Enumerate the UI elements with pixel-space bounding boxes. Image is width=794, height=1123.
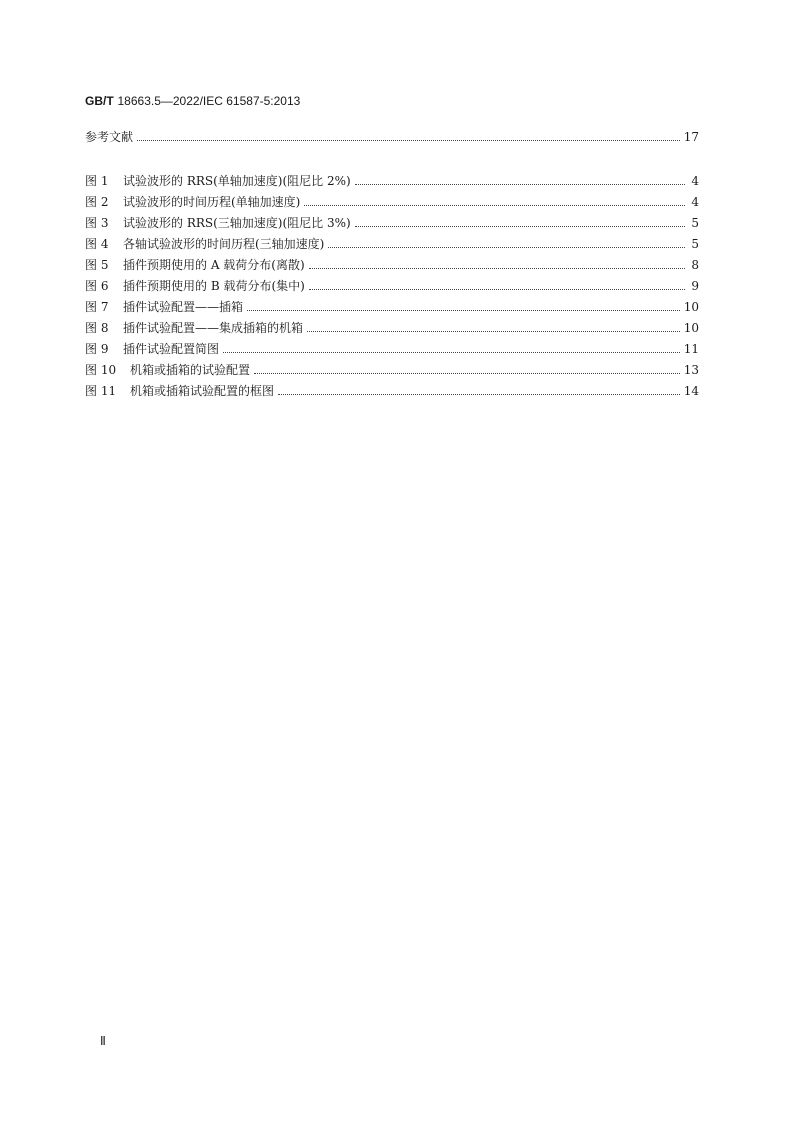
figure-page: 5 bbox=[691, 237, 699, 251]
toc-entry-figure[interactable] bbox=[85, 299, 699, 315]
figure-number: 图 11 bbox=[85, 384, 117, 398]
toc-entry-figure[interactable] bbox=[85, 383, 699, 399]
figure-title: 插件试验配置——插箱 bbox=[123, 300, 244, 314]
figure-page: 10 bbox=[683, 321, 699, 335]
dot-leader bbox=[355, 226, 685, 227]
toc-entry-figure[interactable] bbox=[85, 215, 699, 231]
page-number: Ⅱ bbox=[100, 1034, 106, 1048]
dot-leader bbox=[309, 289, 685, 290]
toc-entry-figure[interactable] bbox=[85, 257, 699, 273]
figure-number: 图 10 bbox=[85, 363, 117, 377]
figure-page: 4 bbox=[691, 174, 699, 188]
dot-leader bbox=[309, 268, 685, 269]
toc-entry-figure[interactable] bbox=[85, 320, 699, 336]
dot-leader bbox=[137, 140, 680, 141]
dot-leader bbox=[304, 205, 685, 206]
figure-title: 试验波形的时间历程(单轴加速度) bbox=[123, 195, 301, 209]
figure-title: 机箱或插箱试验配置的框图 bbox=[130, 384, 275, 398]
figure-title: 试验波形的 RRS(三轴加速度)(阻尼比 3%) bbox=[123, 216, 351, 230]
figure-number: 图 3 bbox=[85, 216, 109, 230]
toc-entry-figure[interactable] bbox=[85, 278, 699, 294]
toc-entry-title: 参考文献 bbox=[85, 130, 134, 144]
figure-number: 图 7 bbox=[85, 300, 109, 314]
figure-number: 图 9 bbox=[85, 342, 109, 356]
toc-entry-figure[interactable] bbox=[85, 341, 699, 357]
dot-leader bbox=[328, 247, 685, 248]
figure-title: 插件试验配置简图 bbox=[123, 342, 220, 356]
standard-code: GB/T bbox=[85, 94, 114, 108]
dot-leader bbox=[307, 331, 680, 332]
dot-leader bbox=[355, 184, 685, 185]
figure-title: 试验波形的 RRS(单轴加速度)(阻尼比 2%) bbox=[123, 174, 351, 188]
figure-page: 14 bbox=[683, 384, 699, 398]
toc-entry-figure[interactable] bbox=[85, 194, 699, 210]
standard-number: 18663.5—2022/IEC 61587-5:2013 bbox=[117, 94, 301, 108]
toc-entry-references[interactable] bbox=[85, 129, 699, 145]
dot-leader bbox=[223, 352, 680, 353]
dot-leader bbox=[247, 310, 680, 311]
figure-page: 11 bbox=[683, 342, 699, 356]
toc-entry-figure[interactable] bbox=[85, 173, 699, 189]
toc-entry-figure[interactable] bbox=[85, 236, 699, 252]
toc-entry-page: 17 bbox=[683, 130, 699, 144]
dot-leader bbox=[254, 373, 680, 374]
figure-number: 图 8 bbox=[85, 321, 109, 335]
toc-entry-figure[interactable] bbox=[85, 362, 699, 378]
figure-page: 13 bbox=[683, 363, 699, 377]
document-header bbox=[85, 94, 300, 108]
figure-title: 插件预期使用的 A 载荷分布(离散) bbox=[123, 258, 305, 272]
figure-page: 4 bbox=[691, 195, 699, 209]
figure-page: 10 bbox=[683, 300, 699, 314]
figure-title: 机箱或插箱的试验配置 bbox=[130, 363, 251, 377]
dot-leader bbox=[278, 394, 680, 395]
figure-page: 9 bbox=[691, 279, 699, 293]
figure-number: 图 6 bbox=[85, 279, 109, 293]
figure-title: 各轴试验波形的时间历程(三轴加速度) bbox=[123, 237, 325, 251]
figure-page: 8 bbox=[691, 258, 699, 272]
figure-number: 图 5 bbox=[85, 258, 109, 272]
figure-title: 插件预期使用的 B 载荷分布(集中) bbox=[123, 279, 305, 293]
figure-number: 图 4 bbox=[85, 237, 109, 251]
figure-title: 插件试验配置——集成插箱的机箱 bbox=[123, 321, 304, 335]
figure-page: 5 bbox=[691, 216, 699, 230]
figure-number: 图 2 bbox=[85, 195, 109, 209]
figure-number: 图 1 bbox=[85, 174, 109, 188]
